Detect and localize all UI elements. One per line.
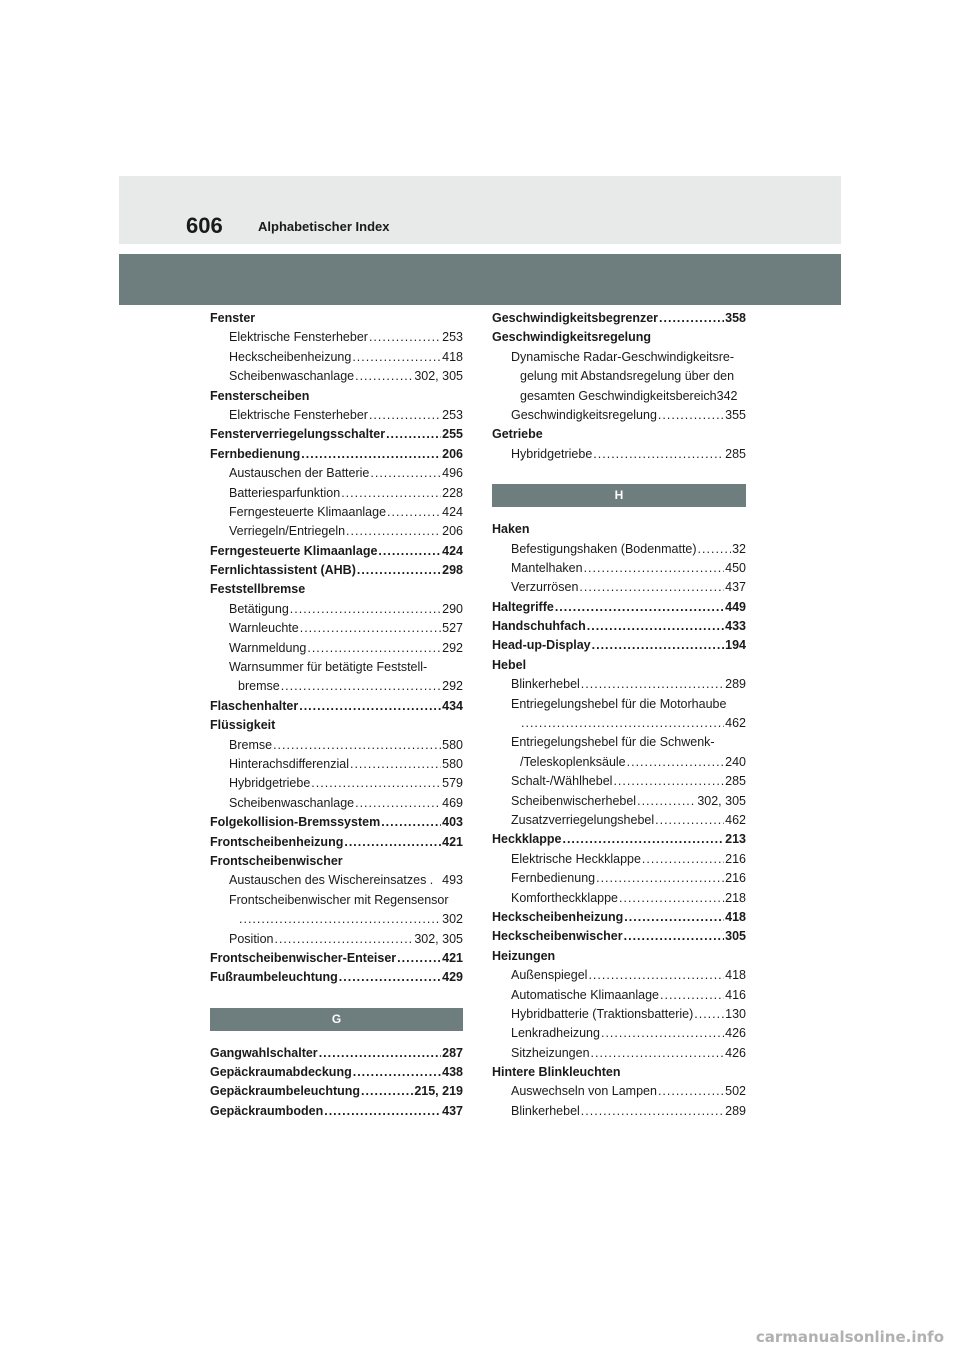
dot-leader [307,639,441,658]
index-page-ref: 426 [725,1026,746,1041]
index-entry [210,930,463,949]
index-column-left [210,309,463,1121]
index-entry [492,540,746,559]
index-page-ref: 289 [725,677,746,692]
index-entry-text: Hintere Blinkleuchten [492,1065,621,1080]
index-entry-text: Haken [492,522,530,537]
index-entry-text: Frontscheibenwischer mit Regensensor [229,892,449,907]
index-page-ref: 450 [725,560,746,575]
dot-leader [290,600,441,619]
index-entry-text: Mantelhaken [511,560,583,575]
dot-leader [281,677,441,696]
index-entry-text: Frontscheibenwischer [210,853,343,868]
dot-leader [239,910,441,929]
dot-leader [301,445,441,464]
dot-leader [601,1024,724,1043]
index-entry-text: Betätigung [229,601,289,616]
index-entry [210,1102,463,1121]
index-entry [492,792,746,811]
index-entry-text: gelung mit Abstandsregelung über den [520,369,735,384]
index-entry [210,425,463,444]
index-entry-text: Außenspiegel [511,968,588,983]
index-entry-text: Warnmeldung [229,640,307,655]
index-entry-text: Flüssigkeit [210,718,276,733]
index-page-ref: 302, 305 [414,369,463,384]
index-entry [210,677,463,696]
index-entry-text: Scheibenwischerhebel [511,793,637,808]
index-entry [492,753,746,772]
index-entry [210,774,463,793]
index-page-ref: 403 [442,815,463,830]
dot-leader [273,736,441,755]
index-entry-text: Elektrische Fensterheber [229,407,368,422]
dot-leader [587,617,724,636]
dot-leader [596,869,724,888]
index-entry-text: Hybridgetriebe [511,446,593,461]
index-page-ref: 462 [725,716,746,731]
dot-leader [624,927,725,946]
index-entry [492,908,746,927]
dot-leader [369,406,441,425]
index-page-ref: 285 [725,774,746,789]
index-page-ref: 418 [442,349,463,364]
dot-leader [397,949,441,968]
index-heading [492,947,746,966]
index-entry-text: Hebel [492,657,527,672]
index-entry [210,367,463,386]
index-entry-text: Blinkerhebel [511,677,580,692]
index-heading [210,716,463,735]
index-heading [492,425,746,444]
page-title: Alphabetischer Index [258,219,390,234]
dot-leader [339,968,441,987]
index-entry-text: Hybridgetriebe [229,776,311,791]
index-entry [492,1082,746,1101]
index-page-ref: 305 [725,929,746,944]
index-entry [492,309,746,328]
dot-leader [357,561,441,580]
dot-leader [579,578,724,597]
index-entry-text: Bremse [229,737,273,752]
index-page-ref: 434 [442,698,463,713]
index-entry [492,445,746,464]
index-entry [492,675,746,694]
index-entry-text: gesamten Geschwindigkeitsbereich342 [520,388,738,403]
index-entry-text: Entriegelungshebel für die Schwenk- [511,735,715,750]
index-heading [492,1063,746,1082]
index-entry-text: Gepäckraumbeleuchtung [210,1084,361,1099]
index-entry-text: Ferngesteuerte Klimaanlage [210,543,378,558]
index-page-ref: 429 [442,970,463,985]
dot-leader [658,1082,724,1101]
index-page-ref: 502 [725,1084,746,1099]
index-page-ref: 292 [442,640,463,655]
index-entry-text: Komfortheckklappe [511,890,619,905]
index-entry [210,561,463,580]
index-entry [210,910,463,929]
index-entry-text: Schalt-/Wählhebel [511,774,613,789]
index-entry-text: Entriegelungshebel für die Motorhaube [511,696,727,711]
index-page-ref: 215, 219 [414,1084,463,1099]
index-page-ref: 424 [442,543,463,558]
index-entry-text: Austauschen der Batterie [229,466,370,481]
index-heading [210,852,463,871]
index-page-ref: 130 [725,1006,746,1021]
index-entry-text: Heckscheibenwischer [492,929,623,944]
dot-leader [378,542,441,561]
index-page-ref: 437 [442,1103,463,1118]
index-entry [492,578,746,597]
index-page-ref: 213 [725,832,746,847]
index-entry [492,1044,746,1063]
index-entry [492,1024,746,1043]
index-page-ref: 253 [442,330,463,345]
dot-leader [637,792,696,811]
index-entry [210,755,463,774]
dot-leader [319,1044,441,1063]
index-page-ref: 292 [442,679,463,694]
index-entry [210,1044,463,1063]
index-page-ref: 493 [442,873,463,888]
dot-leader [352,348,441,367]
index-entry [492,617,746,636]
index-entry [492,889,746,908]
dot-leader [386,425,441,444]
dot-leader [659,309,724,328]
index-entry-text: Handschuhfach [492,619,586,634]
index-page-ref: 285 [725,446,746,461]
index-entry-text: Fernbedienung [511,871,596,886]
index-page-ref: 424 [442,504,463,519]
index-entry [492,406,746,425]
index-entry-text: Head-up-Display [492,638,591,653]
index-page-ref: 527 [442,621,463,636]
index-entry-text: Warnleuchte [229,621,299,636]
section-letter-bar: H [492,484,746,507]
index-entry-text: Frontscheibenwischer-Enteiser [210,950,397,965]
index-entry [210,813,463,832]
index-entry-text: Automatische Klimaanlage [511,987,659,1002]
index-entry-text: Hybridbatterie (Traktionsbatterie) [511,1006,694,1021]
watermark: carmanualsonline.info [755,1328,944,1346]
index-entry [210,833,463,852]
index-entry-text: Heckklappe [492,832,562,847]
index-entry-text: Haltegriffe [492,599,554,614]
index-page-ref: 418 [725,968,746,983]
index-page-ref: 580 [442,756,463,771]
index-heading [492,656,746,675]
index-entry [210,619,463,638]
index-entry-text: Heckscheibenheizung [492,909,624,924]
dot-leader [694,1005,724,1024]
index-entry-text: /Teleskoplenksäule [520,754,626,769]
index-column-right [492,309,746,1121]
index-entry [492,1102,746,1121]
dot-leader [361,1082,413,1101]
index-heading [492,520,746,539]
dot-leader [642,850,724,869]
index-page-ref: 302, 305 [697,793,746,808]
index-entry [210,639,463,658]
dot-leader [660,986,724,1005]
dot-leader [555,598,724,617]
header-band [119,176,841,244]
dot-leader [627,753,725,772]
dot-leader [698,540,732,559]
index-entry-text: Fensterscheiben [210,388,310,403]
dot-leader [387,503,441,522]
index-page-ref: 194 [725,638,746,653]
index-entry [492,1005,746,1024]
index-page-ref: 438 [442,1065,463,1080]
index-entry [210,1063,463,1082]
dot-leader [381,813,441,832]
index-page-ref: 449 [725,599,746,614]
dot-leader [624,908,724,927]
index-page-ref: 302 [442,912,463,927]
index-entry [492,367,746,386]
index-entry [210,348,463,367]
dot-leader [593,445,724,464]
dot-leader [619,889,724,908]
index-entry [492,733,746,752]
index-page-ref: 496 [442,466,463,481]
index-page-ref: 580 [442,737,463,752]
index-page-ref: 416 [725,987,746,1002]
index-entry-text: Sitzheizungen [511,1045,590,1060]
index-entry [210,484,463,503]
dot-leader [353,1063,441,1082]
index-page-ref: 298 [442,563,463,578]
dot-leader [300,619,441,638]
index-page-ref: 206 [442,446,463,461]
index-entry-text: Geschwindigkeitsbegrenzer [492,311,659,325]
index-heading [210,309,463,328]
dot-leader [370,464,441,483]
dot-leader [588,966,724,985]
index-entry [210,503,463,522]
index-entry [492,986,746,1005]
dot-leader [341,484,441,503]
index-page-ref: 579 [442,776,463,791]
index-heading [492,328,746,347]
dot-leader [355,794,441,813]
index-entry [210,968,463,987]
index-page-ref: 355 [725,407,746,422]
index-entry-text: Fensterverriegelungsschalter [210,427,386,442]
index-entry-text: Flaschenhalter [210,698,299,713]
index-entry-text: Verriegeln/Entriegeln [229,524,346,539]
dot-leader [521,714,724,733]
index-entry-text: Gepäckraumboden [210,1103,324,1118]
index-page-ref: 240 [725,754,746,769]
index-entry-text: Lenkradheizung [511,1026,600,1041]
index-page-ref: 290 [442,601,463,616]
dot-leader [581,1102,724,1121]
index-entry-text: Fenster [210,311,256,325]
section-band [119,254,841,305]
dot-leader [274,930,413,949]
index-entry [210,406,463,425]
dot-leader [299,697,441,716]
dot-leader [311,774,441,793]
index-entry-text: Hinterachsdifferenzial [229,756,349,771]
index-entry [210,522,463,541]
index-heading [210,387,463,406]
index-entry [492,850,746,869]
index-entry [210,464,463,483]
index-entry [492,559,746,578]
index-entry [210,794,463,813]
index-page-ref: 216 [725,851,746,866]
index-entry [210,600,463,619]
dot-leader [562,830,724,849]
index-heading [210,580,463,599]
index-entry [492,927,746,946]
index-entry [492,830,746,849]
index-entry-text: Getriebe [492,427,543,442]
index-entry-text: Fußraumbeleuchtung [210,970,338,985]
index-page-ref: 253 [442,407,463,422]
index-entry-text: Elektrische Heckklappe [511,851,641,866]
index-entry-text: bremse [238,679,280,694]
index-entry [492,811,746,830]
index-page-ref: 421 [442,950,463,965]
index-entry [210,328,463,347]
dot-leader [658,406,724,425]
dot-leader [369,328,441,347]
index-entry [210,949,463,968]
dot-leader [344,833,441,852]
index-page-ref: 287 [442,1045,463,1060]
index-page-ref: 437 [725,580,746,595]
index-entry-text: Auswechseln von Lampen [511,1084,657,1099]
index-page-ref: 228 [442,485,463,500]
dot-leader [324,1102,441,1121]
dot-leader [655,811,724,830]
dot-leader [592,636,725,655]
index-entry [492,869,746,888]
index-page-ref: 216 [725,871,746,886]
index-page-ref: 418 [725,909,746,924]
index-entry-text: Feststellbremse [210,582,306,597]
index-entry-text: Geschwindigkeitsregelung [492,330,652,345]
index-page-ref: 462 [725,812,746,827]
index-page-ref: 433 [725,619,746,634]
index-entry [492,966,746,985]
index-entry-text: Heizungen [492,948,556,963]
index-entry [492,772,746,791]
index-entry-text: Warnsummer für betätigte Feststell- [229,660,428,675]
index-entry [210,736,463,755]
index-page-ref: 218 [725,890,746,905]
dot-leader [346,522,441,541]
index-page-ref: 421 [442,834,463,849]
index-page-ref: 469 [442,795,463,810]
index-page-ref: 255 [442,427,463,442]
dot-leader [613,772,724,791]
index-entry-text: Verzurrösen [511,580,579,595]
index-page-ref: 426 [725,1045,746,1060]
index-entry [492,348,746,367]
index-page-ref: 206 [442,524,463,539]
index-entry-text: Frontscheibenheizung [210,834,344,849]
dot-leader [584,559,725,578]
index-entry [210,542,463,561]
index-entry-text: Ferngesteuerte Klimaanlage [229,504,387,519]
index-entry [210,871,463,890]
index-page-ref: 289 [725,1103,746,1118]
index-entry-text: Elektrische Fensterheber [229,330,368,345]
index-entry [492,636,746,655]
index-entry [210,697,463,716]
index-entry-text: Gangwahlschalter [210,1045,318,1060]
index-entry-text: Blinkerhebel [511,1103,580,1118]
dot-leader [355,367,413,386]
index-page-ref: 302, 305 [414,931,463,946]
index-entry-text: Scheibenwaschanlage [229,795,355,810]
index-page-ref: 358 [725,311,746,325]
dot-leader [591,1044,725,1063]
index-entry [492,598,746,617]
page-number: 606 [186,213,223,238]
index-entry-text: Batteriesparfunktion [229,485,341,500]
index-entry [210,658,463,677]
index-entry [492,714,746,733]
index-entry [492,387,746,406]
index-entry-text: Fernbedienung [210,446,301,461]
index-entry [210,445,463,464]
index-entry [210,891,463,910]
index-entry-text: Befestigungshaken (Bodenmatte) [511,541,697,556]
index-entry-text: Austauschen des Wischereinsatzes . [229,873,434,888]
dot-leader [350,755,441,774]
index-entry-text: Gepäckraumabdeckung [210,1065,352,1080]
dot-leader [581,675,724,694]
index-entry-text: Dynamische Radar-Geschwindigkeitsre- [511,349,734,364]
index-entry-text: Fernlichtassistent (AHB) [210,563,356,578]
index-entry-text: Folgekollision-Bremssystem [210,815,381,830]
index-entry-text: Zusatzverriegelungshebel [511,812,655,827]
section-letter-bar: G [210,1008,463,1031]
index-entry-text: Position [229,931,274,946]
index-entry [210,1082,463,1101]
index-entry-text: Heckscheibenheizung [229,349,352,364]
index-entry [492,695,746,714]
index-entry-text: Scheibenwaschanlage [229,369,355,384]
index-page-ref: 32 [732,541,746,556]
index-entry-text: Geschwindigkeitsregelung [511,407,657,422]
